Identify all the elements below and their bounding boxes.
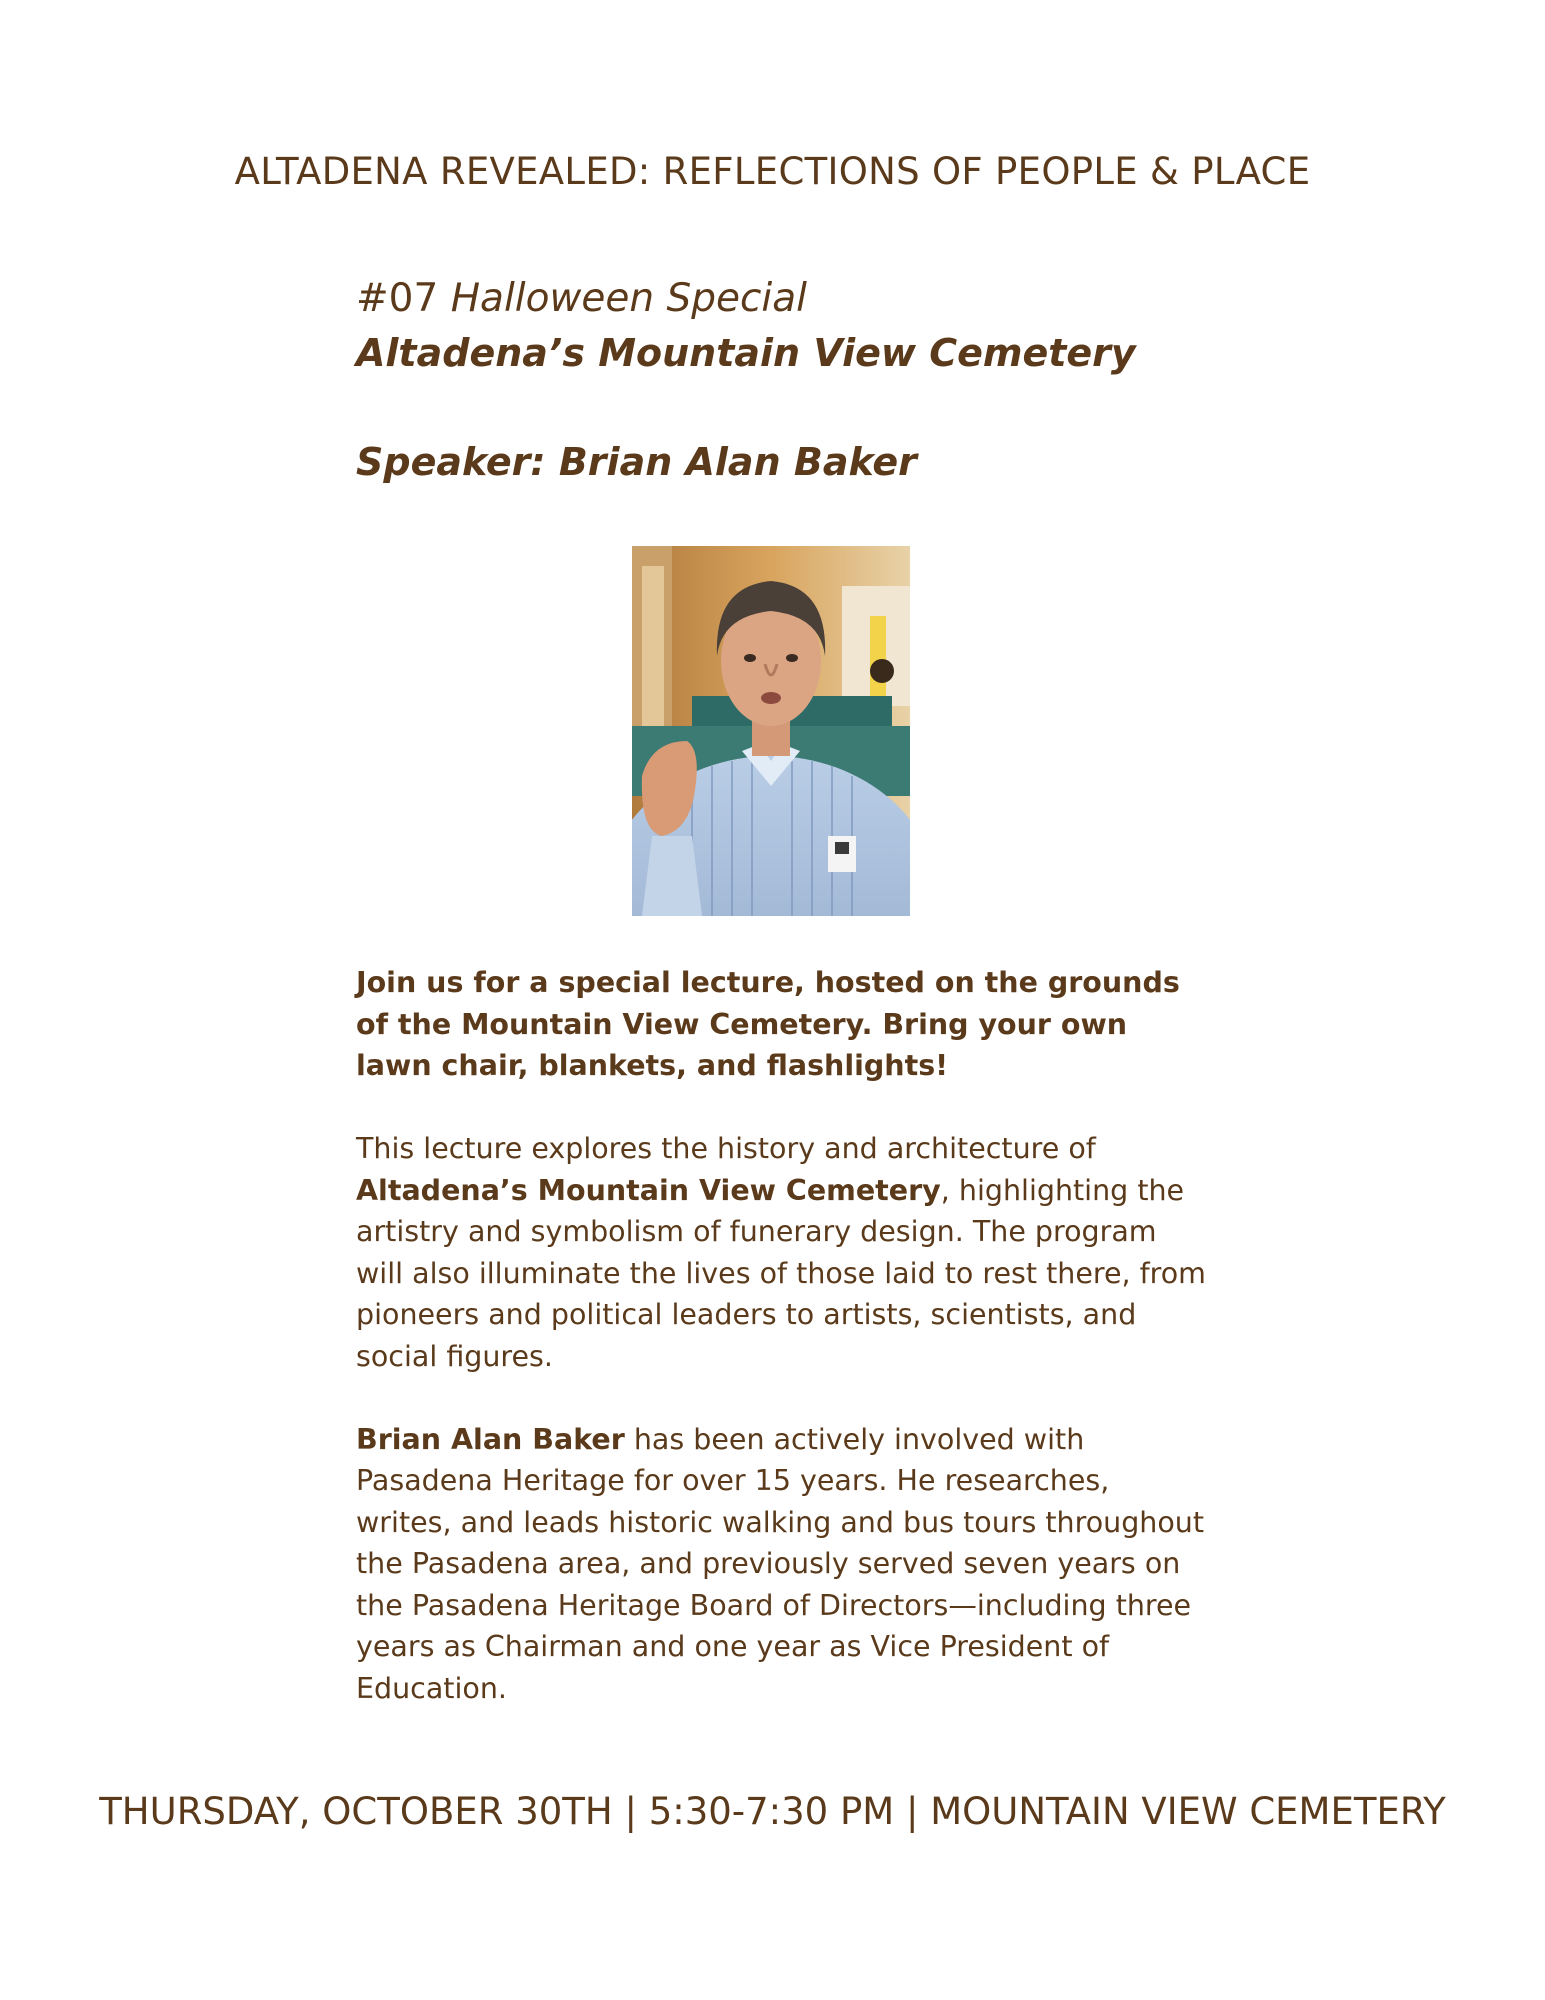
bio-speaker-name: Brian Alan Baker — [356, 1422, 625, 1456]
description-paragraph — [356, 1128, 1206, 1377]
bio-paragraph — [356, 1419, 1206, 1710]
speaker-line: Speaker: Brian Alan Baker — [356, 440, 917, 484]
description-bold-cemetery: Altadena’s Mountain View Cemetery — [356, 1173, 941, 1207]
lead-paragraph: Join us for a special lecture, hosted on the grounds of the Mountain View Cemetery. Bring your own lawn chair, blankets, and flashlights! — [356, 966, 1180, 1082]
body-copy — [356, 962, 1206, 1751]
episode-header — [356, 272, 1196, 489]
series-title: ALTADENA REVEALED: REFLECTIONS OF PEOPLE & PLACE — [234, 150, 1311, 193]
bio-text: has been actively involved with Pasadena Heritage for over 15 years. He researches, writes, and leads historic walking and bus tours throughout the Pasadena area, and previously served seven years on the Pasadena Heritage Board of Directors—including three years as Chairman and one year as Vice President of Education. — [356, 1422, 1205, 1705]
episode-title: Altadena’s Mountain View Cemetery — [356, 331, 1136, 375]
event-details: THURSDAY, OCTOBER 30TH | 5:30-7:30 PM | MOUNTAIN VIEW CEMETERY — [99, 1790, 1446, 1833]
episode-label: Halloween Special — [450, 276, 807, 321]
description-text-after: , highlighting the artistry and symbolism of funerary design. The program will also illuminate the lives of those laid to rest there, from pioneers and political leaders to artists, scientists, and social figures. — [356, 1173, 1206, 1373]
speaker-photo — [632, 546, 910, 916]
description-text-before: This lecture explores the history and architecture of — [356, 1132, 1096, 1165]
episode-line — [356, 272, 1196, 326]
episode-number: #07 — [356, 276, 439, 321]
